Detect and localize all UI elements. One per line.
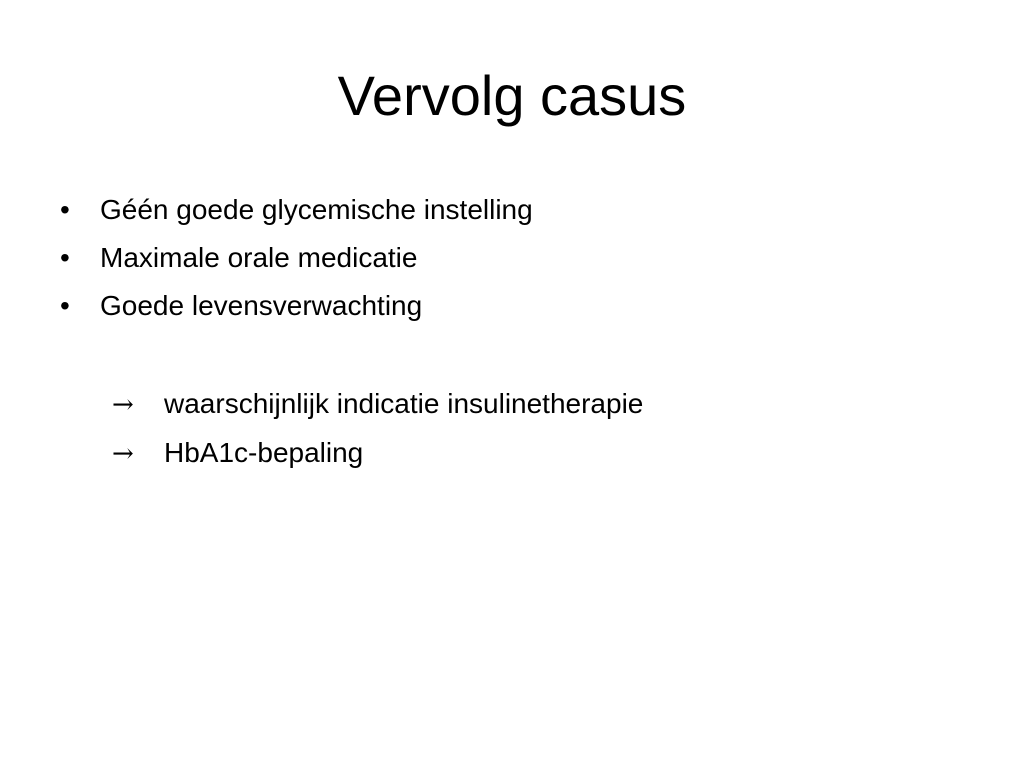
bullet-icon: •: [60, 242, 70, 273]
slide-title: Vervolg casus: [337, 64, 687, 127]
conclusion-text: HbA1c-bepaling: [164, 437, 364, 468]
bullet-icon: •: [60, 290, 70, 321]
right-arrow-icon: →: [112, 439, 134, 469]
list-item: [60, 234, 533, 282]
list-item: [60, 282, 533, 330]
bullet-text: Géén goede glycemische instelling: [100, 194, 533, 225]
list-item: [112, 429, 643, 478]
list-item: [60, 186, 533, 234]
bullet-text: Goede levensverwachting: [100, 290, 423, 321]
conclusion-text: waarschijnlijk indicatie insulinetherapie: [164, 388, 644, 419]
conclusion-list: [112, 380, 643, 478]
bullet-icon: •: [60, 194, 70, 225]
list-item: [112, 380, 643, 429]
bullet-text: Maximale orale medicatie: [100, 242, 418, 273]
bullet-list: [60, 186, 533, 330]
right-arrow-icon: →: [112, 390, 134, 420]
